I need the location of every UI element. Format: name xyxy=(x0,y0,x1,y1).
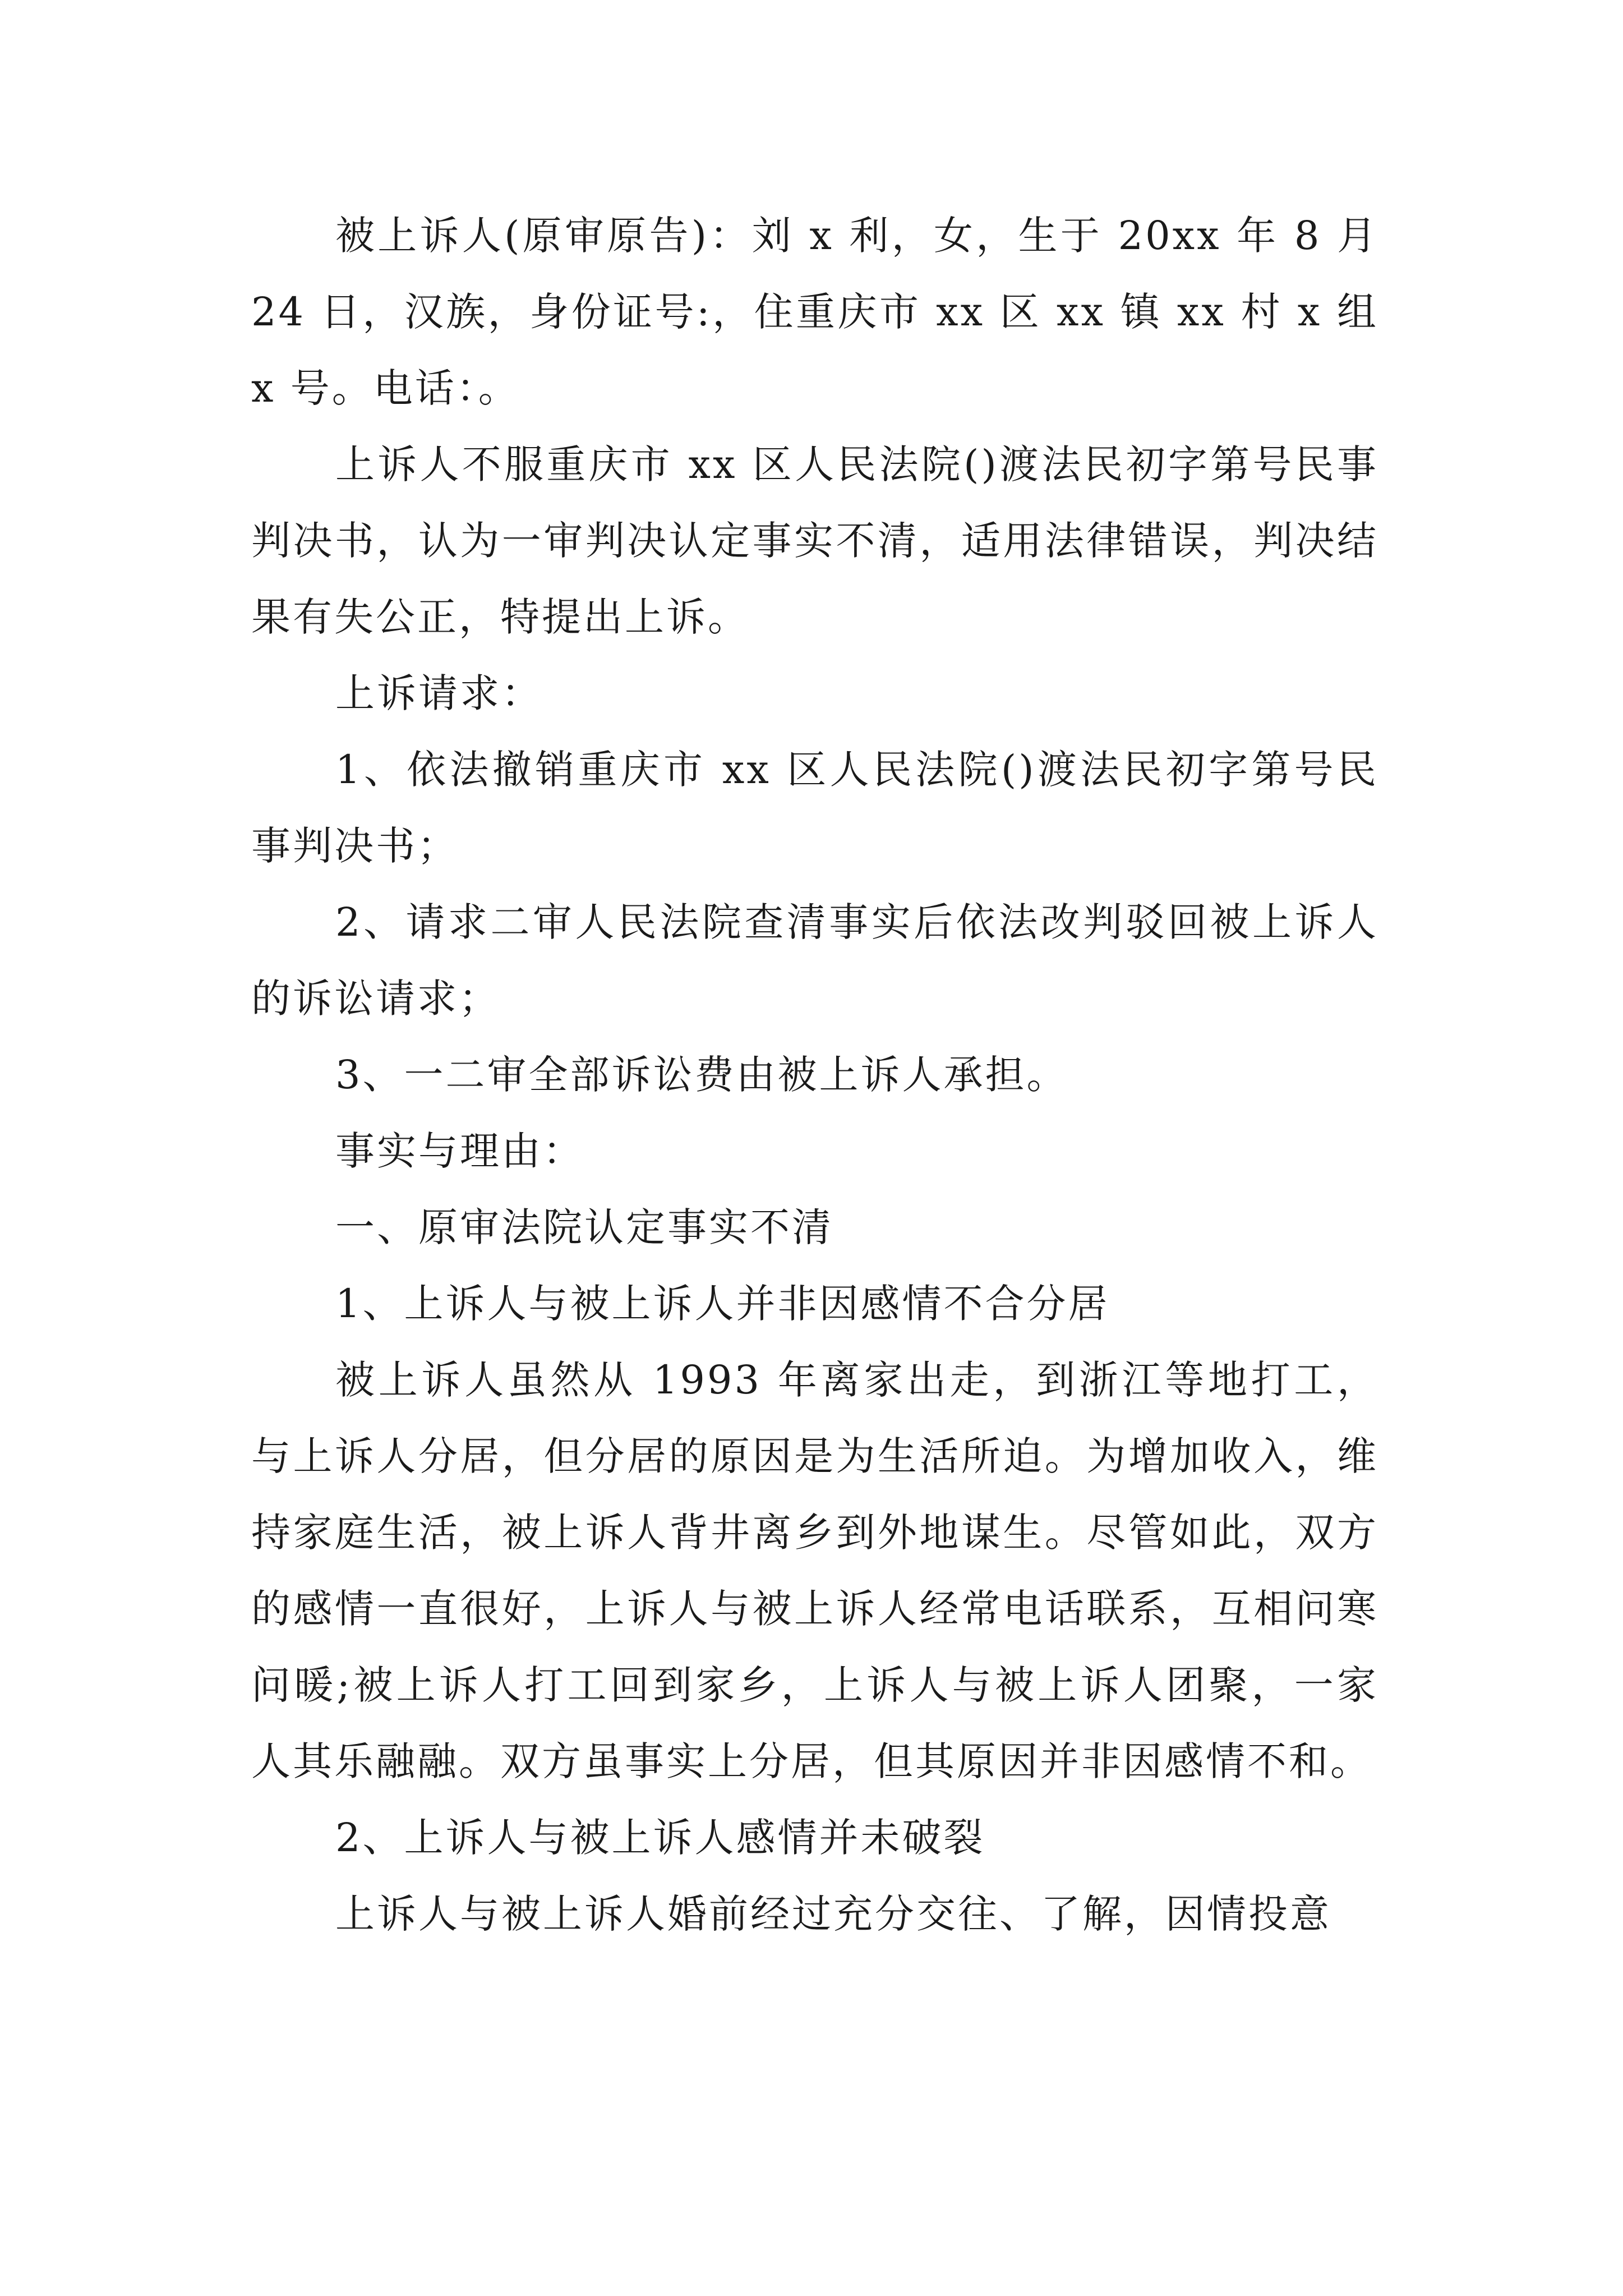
request-item-3: 3、一二审全部诉讼费由被上诉人承担。 xyxy=(335,1052,1068,1098)
request-item-1: 1、依法撤销重庆市 xx 区人民法院()渡法民初字第号民事判决书； xyxy=(251,747,1378,869)
heading-appeal-requests: 上诉请求： xyxy=(335,670,543,716)
request-item-2: 2、请求二审人民法院查清事实后依法改判驳回被上诉人的诉讼请求； xyxy=(251,899,1378,1022)
paragraph-appeal-statement: 上诉人不服重庆市 xx 区人民法院()渡法民初字第号民事判决书，认为一审判决认定事实不清，适用法律错误，判决结果有失公正，特提出上诉。 xyxy=(251,441,1378,640)
document-body xyxy=(251,197,1378,1952)
paragraph-separation-reason: 被上诉人虽然从 1993 年离家出走，到浙江等地打工，与上诉人分居，但分居的原因是为生活所迫。为增加收入，维持家庭生活，被上诉人背井离乡到外地谋生。尽管如此，双方的感情一直很好，上诉人与被上诉人经常电话联系，互相问寒问暖;被上诉人打工回到家乡，上诉人与被上诉人团聚，一家人其乐融融。双方虽事实上分居，但其原因并非因感情不和。 xyxy=(251,1357,1378,1784)
paragraph-relationship: 上诉人与被上诉人婚前经过充分交往、了解，因情投意 xyxy=(335,1891,1331,1937)
section-heading-1: 一、原审法院认定事实不清 xyxy=(335,1204,833,1250)
subsection-heading-2: 2、上诉人与被上诉人感情并未破裂 xyxy=(335,1815,985,1861)
paragraph-appellee-info: 被上诉人(原审原告)：刘 x 利，女，生于 20xx 年 8 月 24 日，汉族，身份证号:，住重庆市 xx 区 xx 镇 xx 村 x 组 x 号。电话：。 xyxy=(251,213,1378,411)
subsection-heading-1: 1、上诉人与被上诉人并非因感情不合分居 xyxy=(335,1281,1110,1327)
heading-facts-and-reasons: 事实与理由： xyxy=(335,1128,584,1174)
